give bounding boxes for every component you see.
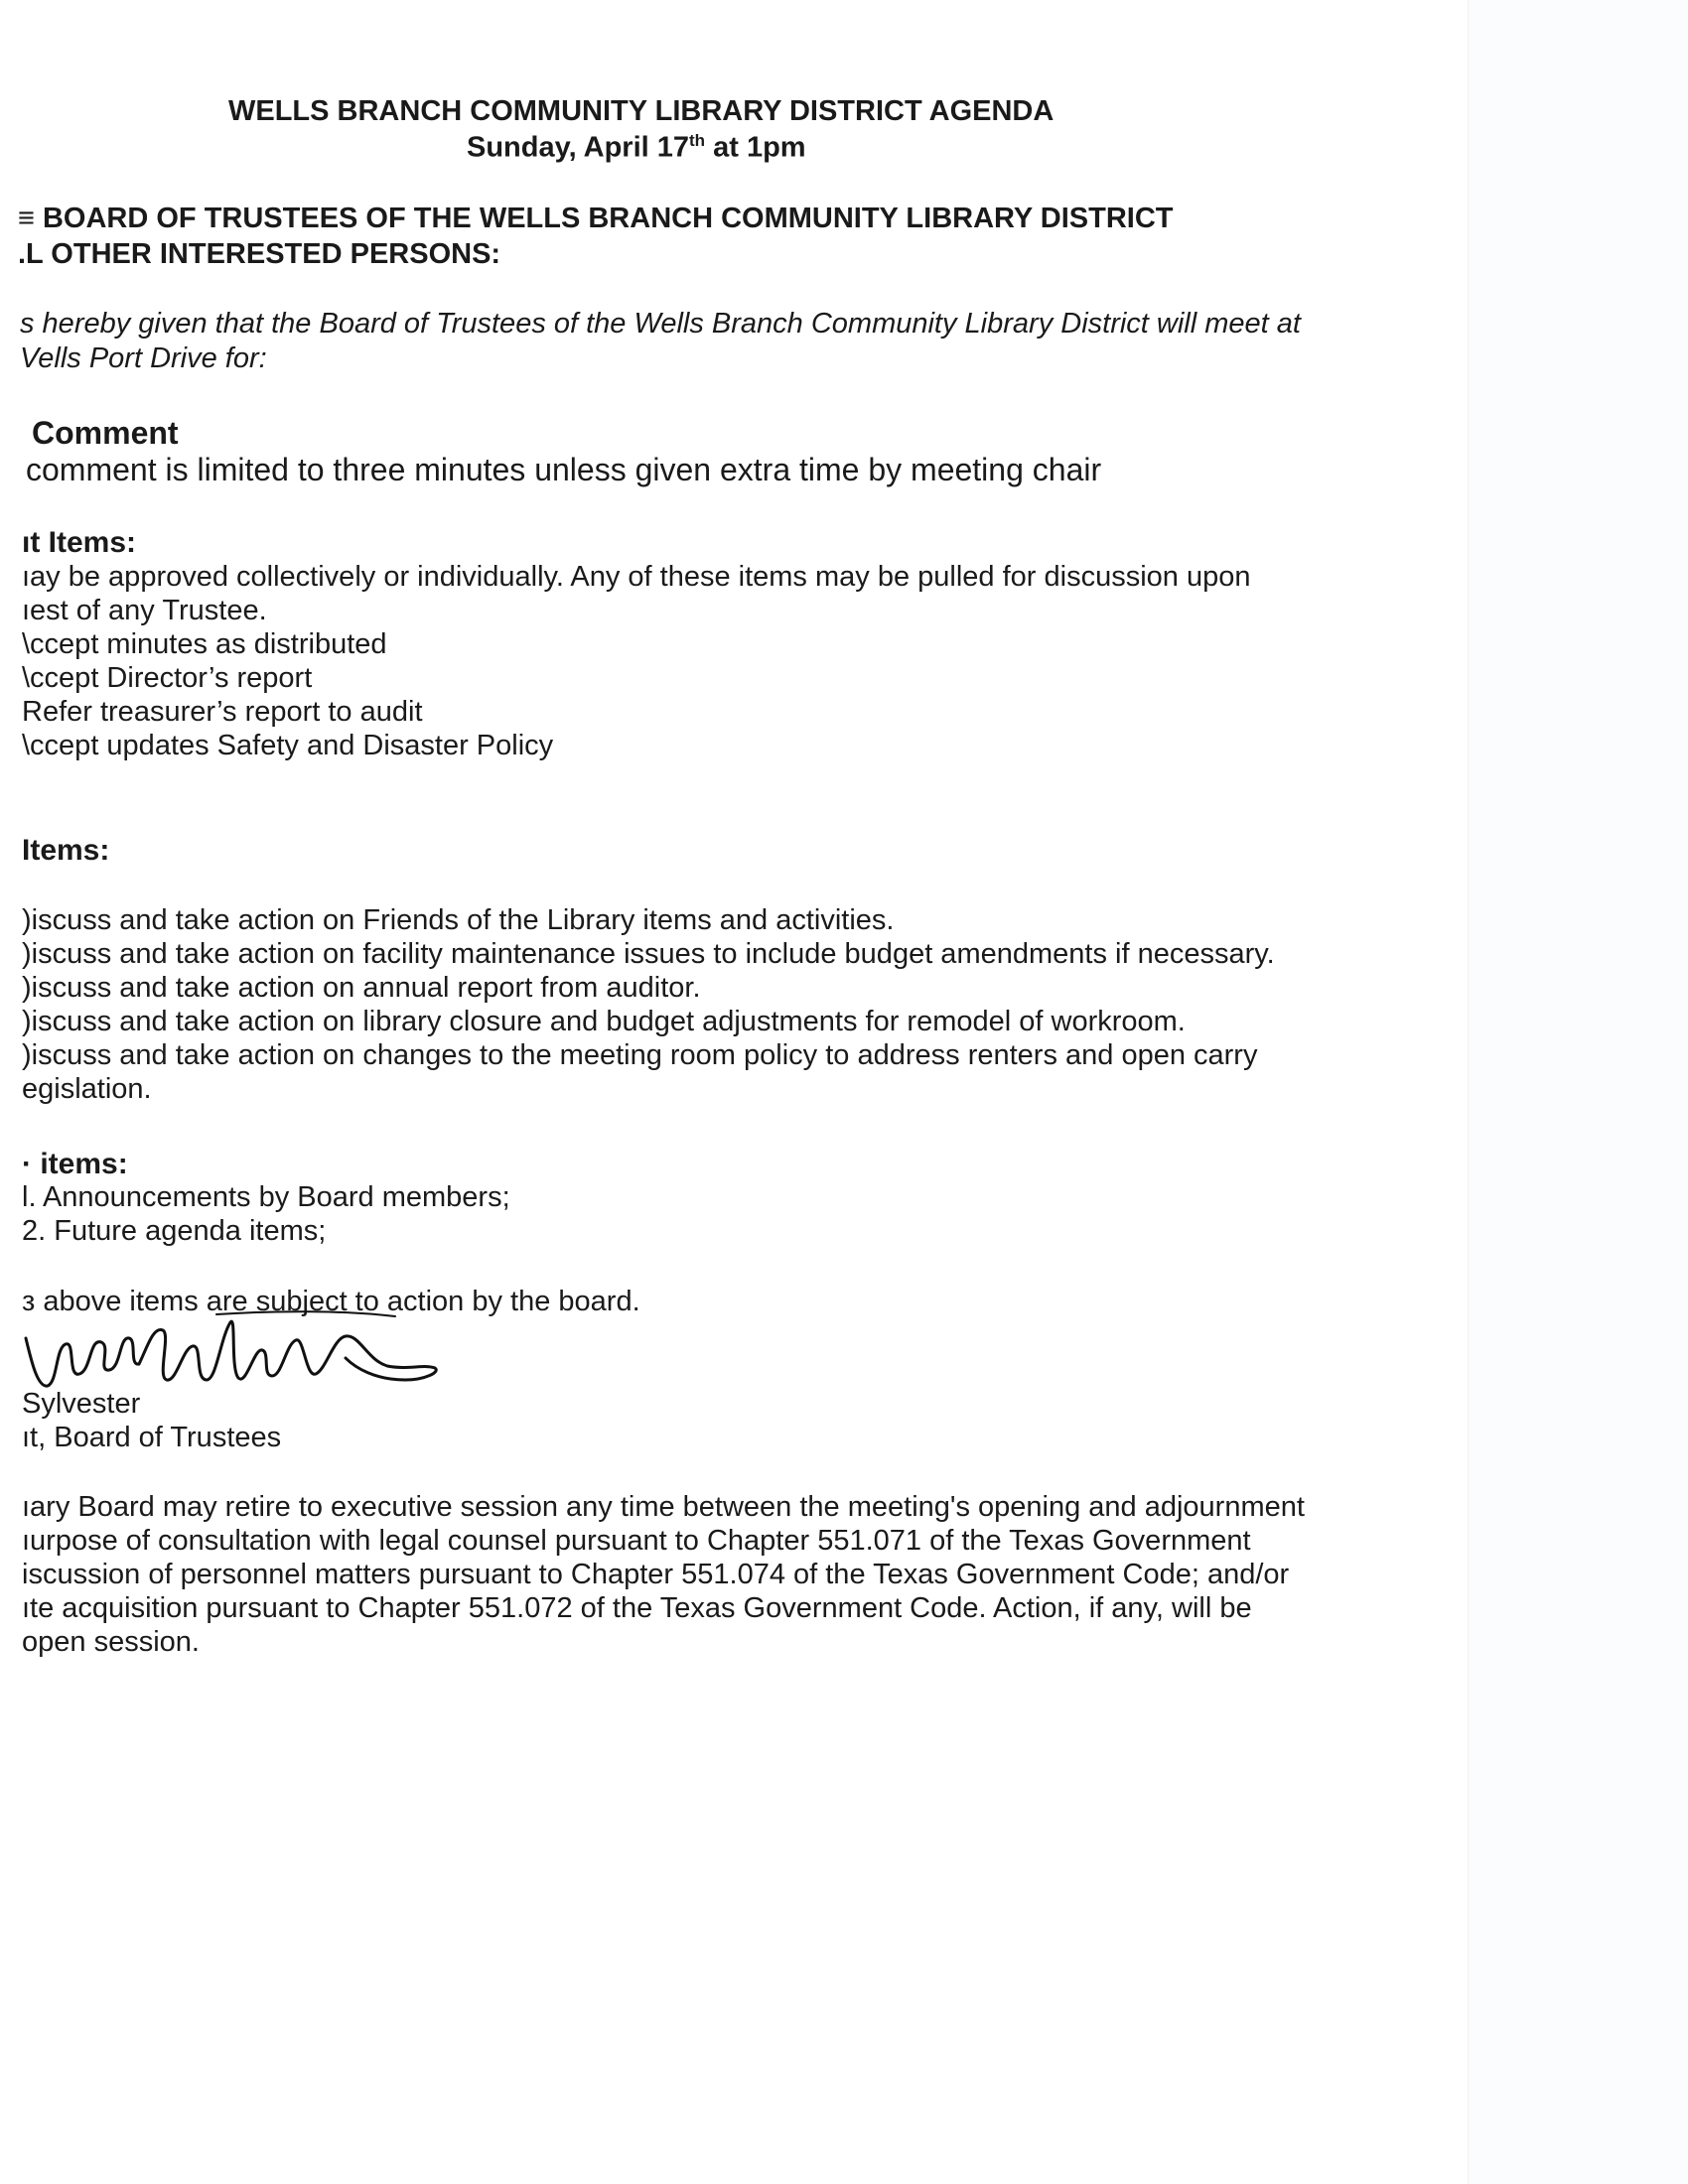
notice-line-1: ѕ hereby given that the Board of Trustees of the Wells Branch Community Library District will meet at: [20, 308, 1301, 340]
exec-session-line: ıary Board may retire to executive session any time between the meeting's opening and adjournment: [22, 1491, 1305, 1523]
scan-margin: [1468, 0, 1688, 2184]
document-title: WELLS BRANCH COMMUNITY LIBRARY DISTRICT AGENDA: [228, 95, 1055, 127]
exec-session-line: ıte acquisition pursuant to Chapter 551.072 of the Texas Government Code. Action, if any, will be: [22, 1592, 1252, 1624]
other-item: 2. Future agenda items;: [22, 1215, 327, 1247]
consent-heading: ıt Items:: [22, 526, 137, 559]
action-item-continuation: egislation.: [22, 1073, 152, 1105]
action-item: )iscuss and take action on facility maintenance issues to include budget amendments if necessary.: [22, 938, 1275, 970]
closing-statement: з above items are subject to action by the board.: [22, 1286, 640, 1317]
meeting-date-main: Sunday, April 17: [467, 131, 689, 164]
consent-item: \ccept minutes as distributed: [22, 628, 387, 660]
consent-intro-2: ıest of any Trustee.: [22, 595, 267, 626]
action-item: )iscuss and take action on changes to the meeting room policy to address renters and open carry: [22, 1039, 1258, 1071]
meeting-date: [467, 131, 806, 165]
consent-item: \ccept Director’s report: [22, 662, 313, 694]
exec-session-line: open session.: [22, 1626, 200, 1658]
meeting-date-sup: th: [689, 131, 706, 150]
public-comment-heading: Comment: [32, 415, 179, 451]
public-comment-text: comment is limited to three minutes unless given extra time by meeting chair: [26, 452, 1102, 487]
signatory-title: ıt, Board of Trustees: [22, 1422, 282, 1453]
consent-item: Refer treasurer’s report to audit: [22, 696, 423, 728]
exec-session-line: iscussion of personnel matters pursuant to Chapter 551.074 of the Texas Government Code; and/or: [22, 1559, 1290, 1590]
action-item: )iscuss and take action on library closure and budget adjustments for remodel of workroom.: [22, 1006, 1186, 1037]
action-heading: Items:: [22, 834, 110, 867]
addressee-line-1: ≡ BOARD OF TRUSTEES OF THE WELLS BRANCH COMMUNITY LIBRARY DISTRICT: [18, 203, 1174, 234]
consent-intro-1: ıay be approved collectively or individually. Any of these items may be pulled for discussion upon: [22, 561, 1251, 593]
notice-line-2: Vells Port Drive for:: [20, 342, 267, 374]
addressee-line-2: .L OTHER INTERESTED PERSONS:: [18, 238, 501, 270]
consent-item: \ccept updates Safety and Disaster Policy: [22, 730, 554, 761]
action-item: )iscuss and take action on annual report from auditor.: [22, 972, 701, 1004]
action-item: )iscuss and take action on Friends of the Library items and activities.: [22, 904, 895, 936]
other-heading: · items:: [22, 1148, 128, 1180]
other-item: l. Announcements by Board members;: [22, 1181, 510, 1213]
signatory-name: Sylvester: [22, 1388, 141, 1420]
exec-session-line: ıurpose of consultation with legal counsel pursuant to Chapter 551.071 of the Texas Government: [22, 1525, 1251, 1557]
meeting-date-time: at 1pm: [705, 131, 806, 164]
